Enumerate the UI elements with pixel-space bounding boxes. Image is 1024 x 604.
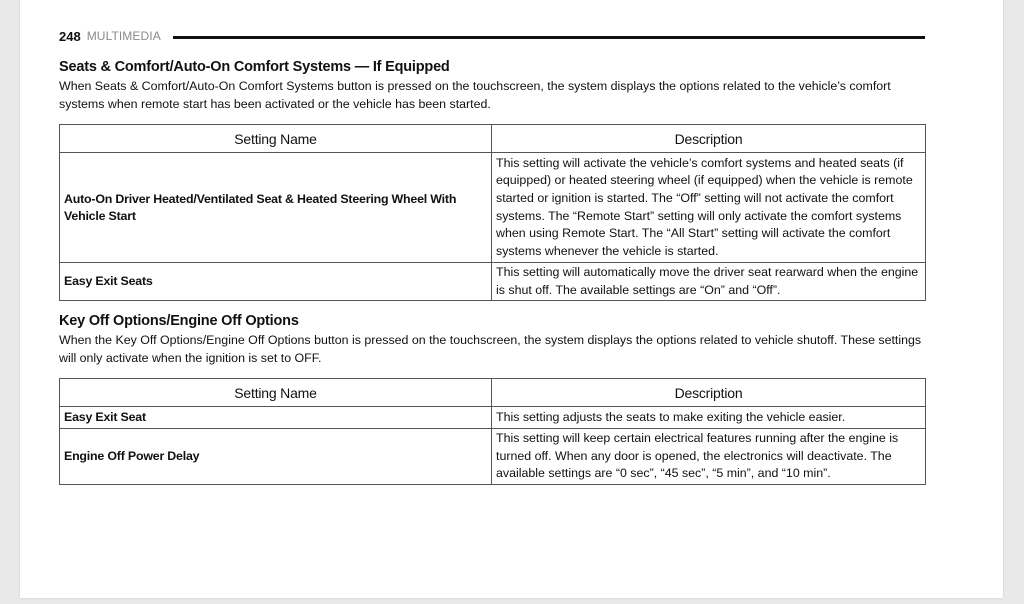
key-off-table	[59, 378, 926, 485]
seats-comfort-section	[59, 57, 925, 113]
key-off-intro: When the Key Off Options/Engine Off Options button is pressed on the touchscreen, the system displays the options related to vehicle shutoff. These settings will only activate when the ignition is set to OFF.	[59, 333, 922, 365]
header-rule	[173, 36, 925, 39]
column-header-setting-name: Setting Name	[60, 379, 492, 407]
setting-description-cell: This setting adjusts the seats to make exiting the vehicle easier.	[492, 407, 926, 429]
setting-description-cell: This setting will keep certain electrical features running after the engine is turned off. When any door is opened, the electronics will deactivate. The available settings are “0 sec”, “45 sec”, “5 min”, and “10 min”.	[492, 429, 926, 485]
setting-name-cell: Engine Off Power Delay	[60, 429, 492, 485]
section-name: MULTIMEDIA	[86, 29, 161, 43]
setting-name-cell: Easy Exit Seat	[60, 407, 492, 429]
key-off-title: Key Off Options/Engine Off Options	[59, 313, 299, 329]
seats-comfort-intro: When Seats & Comfort/Auto-On Comfort Systems button is pressed on the touchscreen, the system displays the options related to the vehicle’s comfort systems when remote start has been activated or the vehicle has been started.	[59, 79, 891, 111]
seats-comfort-table	[59, 124, 926, 301]
page-number: 248	[59, 28, 81, 44]
table-header-row	[60, 125, 926, 153]
table-row	[60, 407, 926, 429]
table-row	[60, 153, 926, 263]
table-header-row	[60, 379, 926, 407]
column-header-description: Description	[492, 125, 926, 153]
column-header-setting-name: Setting Name	[60, 125, 492, 153]
setting-name-cell: Easy Exit Seats	[60, 263, 492, 301]
seats-comfort-title: Seats & Comfort/Auto-On Comfort Systems — If Equipped	[59, 59, 450, 75]
setting-description-cell: This setting will automatically move the driver seat rearward when the engine is shut off. The available settings are “On” and “Off”.	[492, 263, 926, 301]
column-header-description: Description	[492, 379, 926, 407]
setting-description-cell: This setting will activate the vehicle’s comfort systems and heated seats (if equipped) or heated steering wheel (if equipped) when the vehicle is remote started or ignition is started. The “Off” setting will not activate the comfort systems. The “Remote Start” setting will only activate the comfort systems when using Remote Start. The “All Start” setting will activate the comfort systems whenever the vehicle is started.	[492, 153, 926, 263]
page-header	[59, 26, 925, 46]
table-row	[60, 429, 926, 485]
setting-name-cell: Auto-On Driver Heated/Ventilated Seat & Heated Steering Wheel With Vehicle Start	[60, 153, 492, 263]
key-off-section	[59, 311, 925, 367]
table-row	[60, 263, 926, 301]
